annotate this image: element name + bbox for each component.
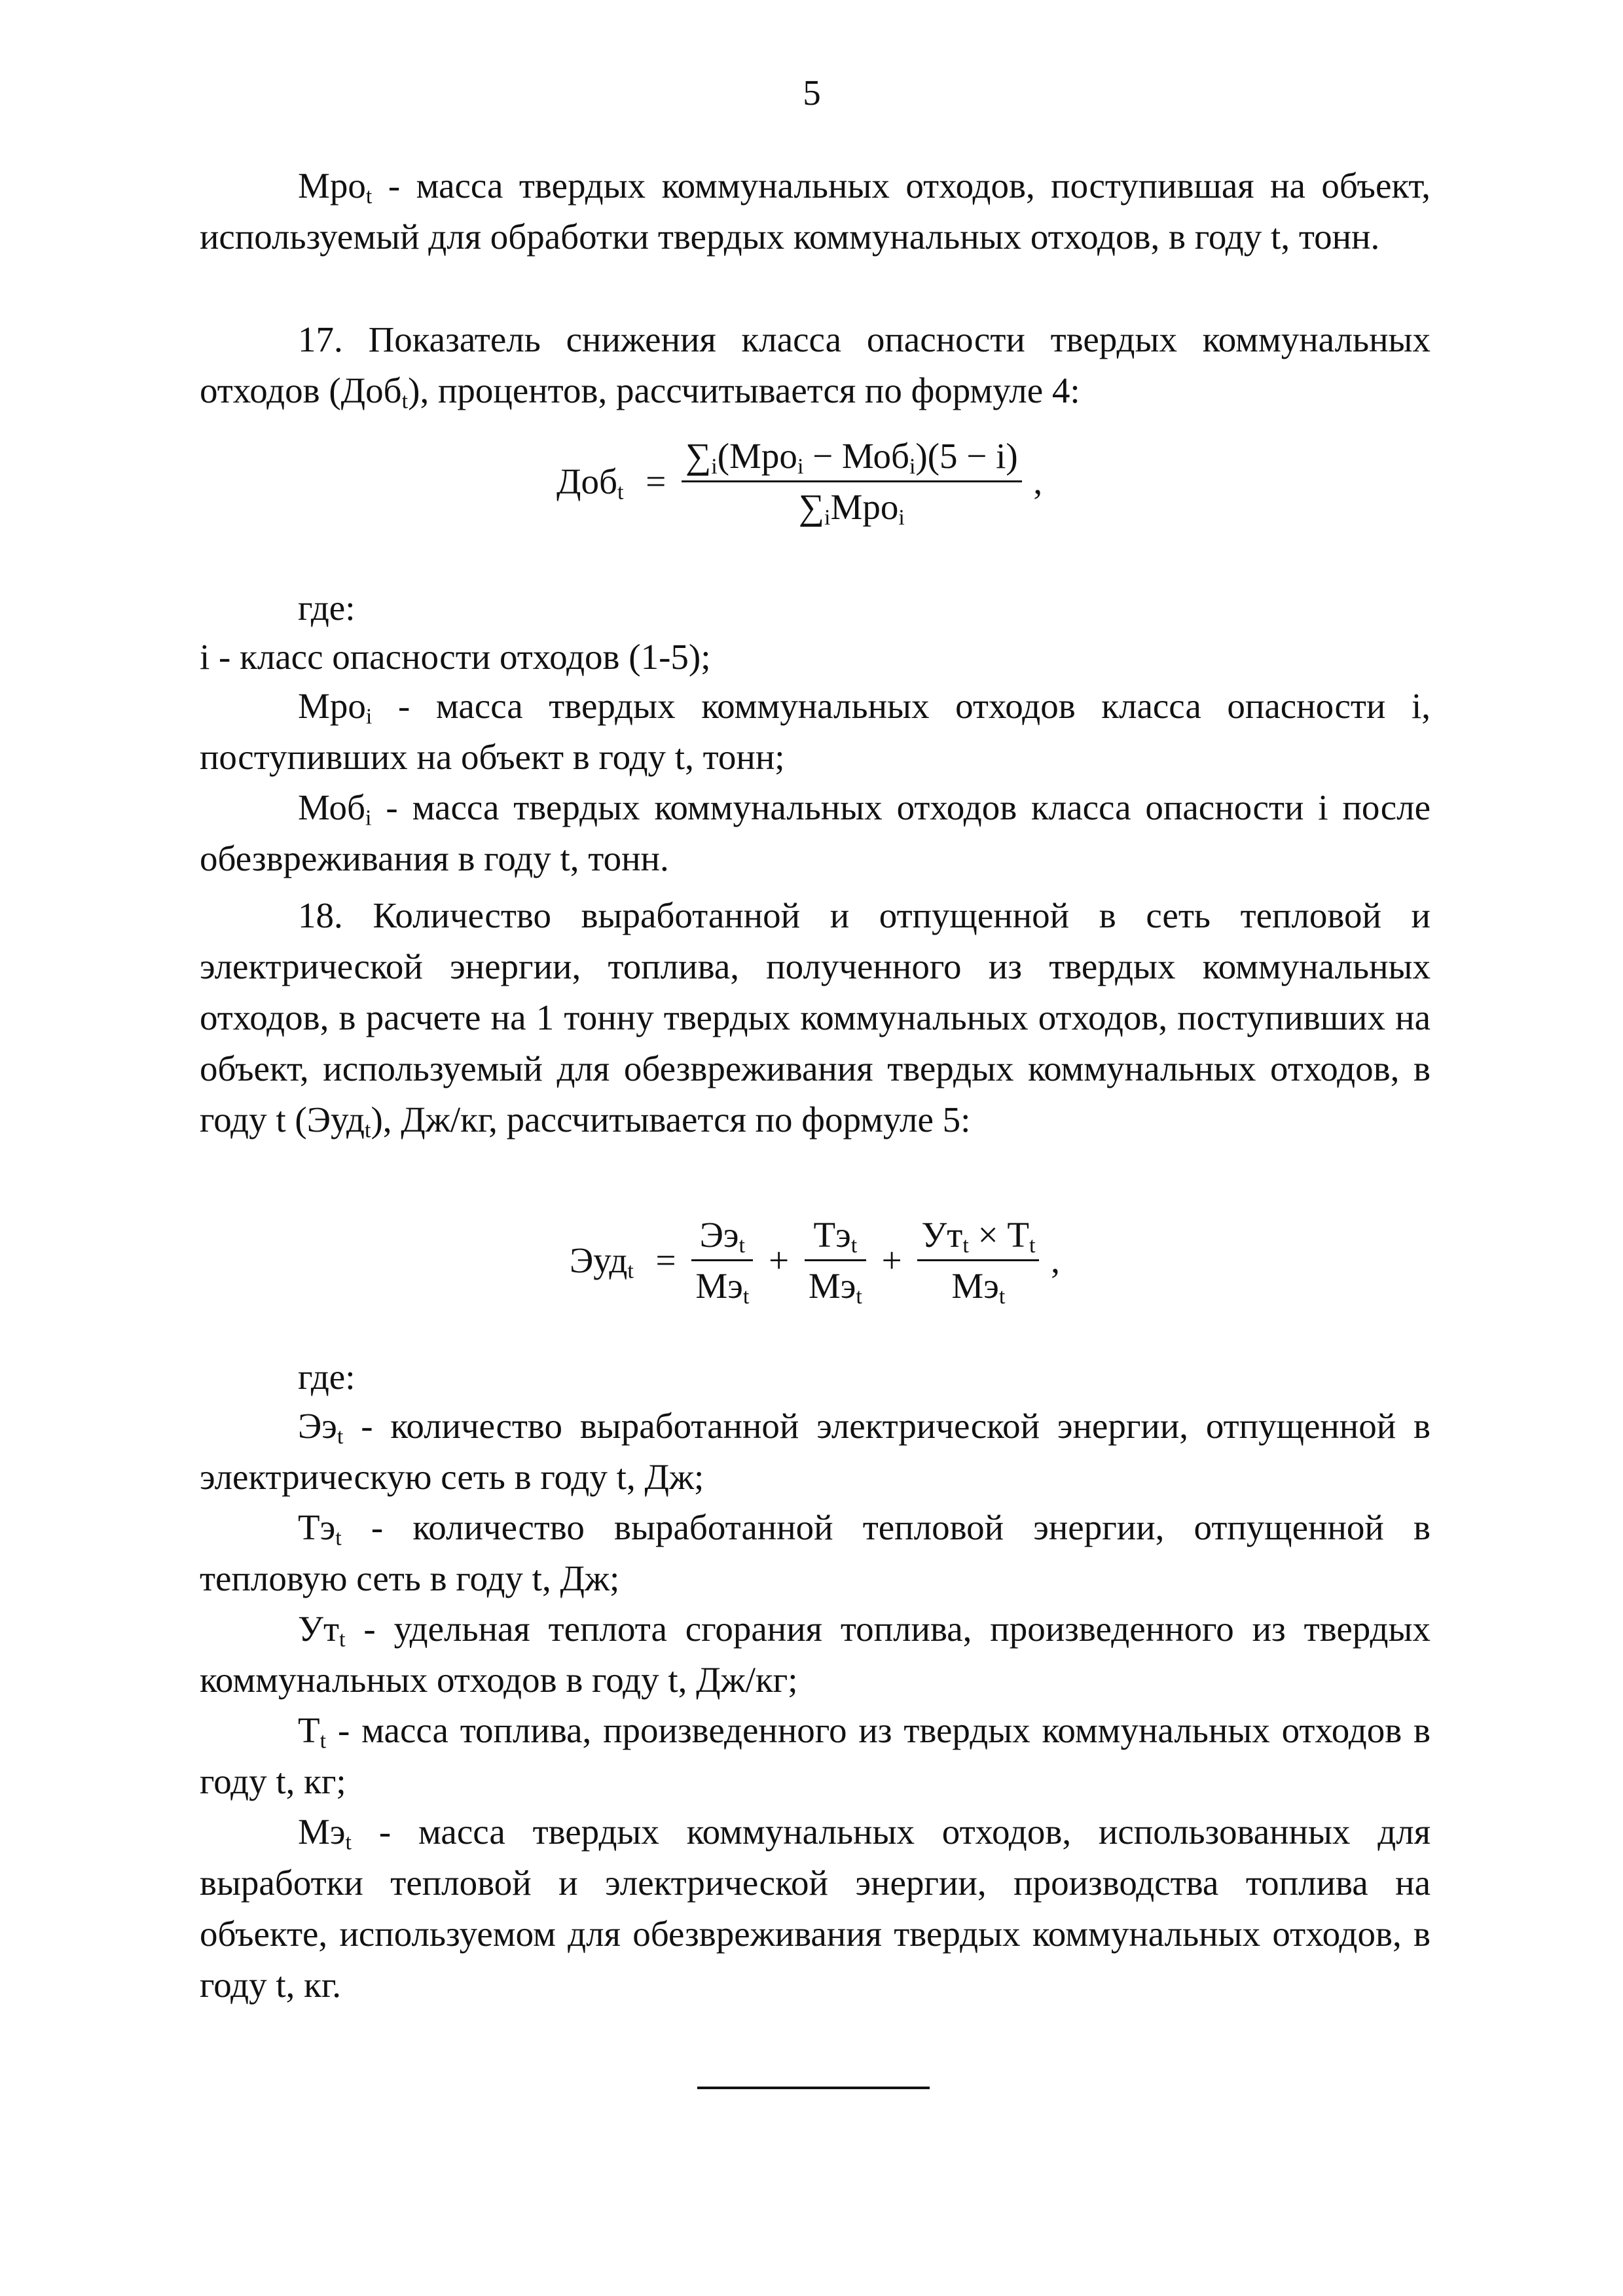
formula-4 [556,435,1049,528]
formula-4-lhs: Доб$_t$ [556,461,624,505]
formula-4-denominator: $\sum_iМро_i$ [682,480,1022,528]
ee-definition: $Ээ_t$ - количество выработанной электрической энергии, отпущенной в электрическую сеть в году t, Дж; [200,1406,1431,1497]
i-definition: i - класс опасности отходов (1-5); [200,637,711,677]
formula-5-f3-num: $Ут_t \times Т_t$ [921,1215,1036,1258]
te-definition: $Тэ_t$ - количество выработанной тепловой энергии, отпущенной в тепловую сеть в году t, Дж; [200,1507,1431,1598]
where-label-1: где: [298,588,356,628]
mro-i-definition [200,681,1431,783]
formula-5-trail: , [1051,1240,1060,1280]
item-17-sub: t [401,389,409,414]
formula-5-plus-2: + [881,1240,902,1280]
formula-5 [570,1214,1067,1309]
mro-i-text: - масса твердых коммунальных отходов класса опасности i, поступивших на объект в году t, тонн; [200,686,1431,777]
formula-5-lhs: Эуд$_t$ [570,1240,634,1283]
item-17-text-a: 17. Показатель снижения класса опасности твердых коммунальных отходов ( [200,319,1431,410]
mro-t-symbol: Мро [298,166,366,206]
mro-t-sub: t [365,184,373,209]
mob-i-symbol: Моб [298,787,366,827]
item-17-text-b: ), процентов, рассчитывается по формуле 4: [408,370,1080,410]
formula-5-plus-1: + [769,1240,790,1280]
formula-5-f1-den: $Мэ_t$ [691,1259,753,1306]
item-17 [200,314,1431,416]
mob-i-sub: i [365,806,372,831]
item-18-text-a: 18. Количество выработанной и отпущенной в сеть тепловой и электрической энергии, топлива, полученного из твердых коммунальных отходов, в расчете на 1 тонну твердых коммунальных отходов, поступивших на объект, используемый для обезвреживания твердых коммунальных отходов, в году t ( [200,895,1431,1139]
mob-i-text: - масса твердых коммунальных отходов класса опасности i после обезвреживания в году t, тонн. [200,787,1431,878]
t-definition: $Т_t$ - масса топлива, произведенного из твердых коммунальных отходов в году t, кг; [200,1710,1431,1801]
mro-i-symbol: Мро [298,686,366,726]
mro-t-definition [200,160,1431,262]
item-18 [200,890,1431,1145]
formula-5-f2-den: $Мэ_t$ [805,1259,866,1306]
formula-5-fraction-1 [691,1214,753,1309]
mob-i-definition [200,782,1431,884]
where-label-2: где: [298,1357,356,1397]
formula-5-fraction-2 [805,1214,866,1309]
formula-5-f3-den: $Мэ_t$ [917,1259,1039,1306]
formula-5-fraction-3 [917,1214,1039,1309]
item-18-text-b: ), Дж/кг, рассчитывается по формуле 5: [371,1100,971,1139]
closing-rule [697,2087,930,2089]
formula-4-numerator: $\sum_i(Мро_i - Моб_i)(5 - i)$ [685,436,1018,479]
mro-t-text: - масса твердых коммунальных отходов, поступившая на объект, используемый для обработки твердых коммунальных отходов, в году t, тонн. [200,166,1431,257]
ut-definition: $Ут_t$ - удельная теплота сгорания топлива, произведенного из твердых коммунальных отходов в году t, Дж/кг; [200,1609,1431,1700]
formula-5-eq: = [655,1240,676,1280]
formula-4-trail: , [1033,461,1043,501]
formula-5-f1-num: $Ээ_t$ [699,1215,746,1258]
item-18-symbol: Эуд [306,1100,365,1139]
formula-4-fraction [682,435,1022,528]
formula-5-f2-num: $Тэ_t$ [813,1215,858,1258]
me-definition: $Мэ_t$ - масса твердых коммунальных отходов, использованных для выработки тепловой и электрической энергии, производства топлива на объекте, используемом для обезвреживания твердых коммунальных отходов, в году t, кг. [200,1812,1431,2005]
item-17-symbol: Доб [340,370,402,410]
formula-4-eq: = [646,461,666,501]
item-18-sub: t [365,1118,371,1143]
mro-i-sub: i [365,704,373,729]
page-number: 5 [803,73,821,113]
